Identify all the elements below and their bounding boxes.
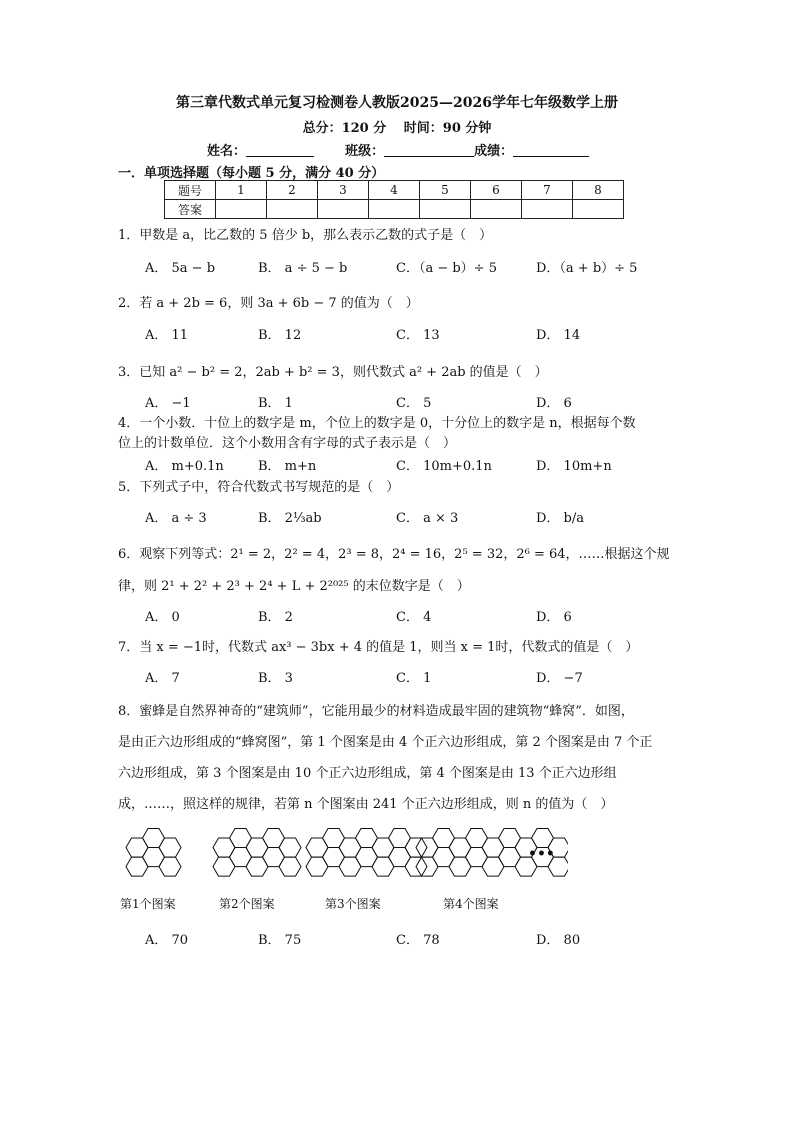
question-4-stem-line2: 位上的计数单位．这个小数用含有字母的式子表示是（ ） xyxy=(118,436,457,451)
name-label: 姓名： xyxy=(207,144,247,159)
q6-option-d: D． 6 xyxy=(536,610,572,625)
table-cell: 7 xyxy=(522,181,573,200)
table-row xyxy=(165,181,624,200)
figure-caption-1: 第1个图案 xyxy=(120,897,176,911)
q8-option-a: A． 70 xyxy=(145,933,189,948)
q5-option-a: A． a ÷ 3 xyxy=(145,511,207,526)
question-7-stem: 7．当 x = −1时，代数式 ax³ − 3bx + 4 的值是 1，则当 x = 1时，代数式的值是（ ） xyxy=(118,640,639,655)
q7-option-c: C． 1 xyxy=(396,671,432,686)
table-cell: 1 xyxy=(216,181,267,200)
q3-option-a: A． −1 xyxy=(145,396,191,411)
q8-option-c: C． 78 xyxy=(396,933,440,948)
answer-cell[interactable] xyxy=(216,200,267,219)
table-row xyxy=(165,200,624,219)
question-8-stem: 8．蜜蜂是自然界神奇的“建筑师”，它能用最少的材料造成最牢固的建筑物“蜂窝”．如图， xyxy=(118,704,634,719)
q4-option-c: C． 10m+0.1n xyxy=(396,459,492,474)
hexagon xyxy=(159,838,181,857)
exam-meta: 总分：120 分 时间：90 分钟 xyxy=(302,121,492,136)
question-3-stem: 3．已知 a² − b² = 2，2ab + b² = 3，则代数式 a² + 2ab 的值是（ ） xyxy=(118,365,548,380)
question-8-stem-line4: 成，……，照这样的规律，若第 n 个图案由 241 个正六边形组成，则 n 的值为（ ） xyxy=(118,797,614,812)
answer-cell[interactable] xyxy=(267,200,318,219)
q5-option-d: D． b/a xyxy=(536,511,585,526)
hexagon xyxy=(279,857,301,876)
table-cell: 5 xyxy=(420,181,471,200)
figure-caption-3: 第3个图案 xyxy=(325,897,381,911)
score-label: 成绩： xyxy=(474,144,514,159)
q4-option-d: D． 10m+n xyxy=(536,459,612,474)
hexagon xyxy=(279,838,301,857)
q2-option-c: C． 13 xyxy=(396,328,440,343)
q6-option-b: B． 2 xyxy=(258,610,293,625)
question-2-stem: 2．若 a + 2b = 6，则 3a + 6b − 7 的值为（ ） xyxy=(118,296,419,311)
q4-option-b: B． m+n xyxy=(258,459,317,474)
class-label: 班级： xyxy=(345,144,385,159)
hexagon xyxy=(159,857,181,876)
answer-cell[interactable] xyxy=(420,200,471,219)
figure-caption-2: 第2个图案 xyxy=(219,897,275,911)
ellipsis-dots: ••• xyxy=(528,846,555,862)
section-heading: 一．单项选择题（每小题 5 分，满分 40 分） xyxy=(118,166,385,181)
q5-option-b: B． 2⅓ab xyxy=(258,511,322,526)
question-8-stem-line3: 六边形组成，第 3 个图案是由 10 个正六边形组成，第 4 个图案是由 13 个正六边形组 xyxy=(118,766,617,781)
q8-option-d: D． 80 xyxy=(536,933,581,948)
table-cell: 4 xyxy=(369,181,420,200)
q1-option-a: A． 5a − b xyxy=(145,261,216,276)
honeycomb-figure xyxy=(118,818,568,890)
question-6-stem: 6．观察下列等式：2¹ = 2，2² = 4，2³ = 8，2⁴ = 16，2⁵ = 32，2⁶ = 64，……根据这个规 xyxy=(118,547,670,562)
q7-option-b: B． 3 xyxy=(258,671,293,686)
q3-option-d: D． 6 xyxy=(536,396,572,411)
student-info-line xyxy=(207,140,589,159)
table-cell: 6 xyxy=(471,181,522,200)
question-4-stem: 4．一个小数．十位上的数字是 m，个位上的数字是 0，十分位上的数字是 n，根据每个数 xyxy=(118,416,636,431)
table-head-answer: 答案 xyxy=(165,200,216,219)
figure-caption-4: 第4个图案 xyxy=(443,897,499,911)
q1-option-d: D．（a + b）÷ 5 xyxy=(536,261,638,276)
q6-option-a: A． 0 xyxy=(145,610,180,625)
answer-table xyxy=(164,180,624,219)
answer-cell[interactable] xyxy=(471,200,522,219)
table-cell: 2 xyxy=(267,181,318,200)
class-blank xyxy=(384,144,474,157)
q2-option-a: A． 11 xyxy=(145,328,189,343)
q5-option-c: C． a × 3 xyxy=(396,511,459,526)
q3-option-c: C． 5 xyxy=(396,396,432,411)
q7-option-d: D． −7 xyxy=(536,671,583,686)
score-blank xyxy=(513,144,589,157)
q1-option-b: B． a ÷ 5 − b xyxy=(258,261,348,276)
answer-cell[interactable] xyxy=(369,200,420,219)
question-1-stem: 1．甲数是 a，比乙数的 5 倍少 b，那么表示乙数的式子是（ ） xyxy=(118,228,493,243)
q8-option-b: B． 75 xyxy=(258,933,302,948)
q2-option-d: D． 14 xyxy=(536,328,581,343)
q2-option-b: B． 12 xyxy=(258,328,302,343)
page-title: 第三章代数式单元复习检测卷人教版2025—2026学年七年级数学上册 xyxy=(176,95,618,111)
q1-option-c: C．（a − b）÷ 5 xyxy=(396,261,497,276)
name-blank xyxy=(246,144,314,157)
table-cell: 3 xyxy=(318,181,369,200)
answer-cell[interactable] xyxy=(573,200,624,219)
q6-option-c: C． 4 xyxy=(396,610,432,625)
q4-option-a: A． m+0.1n xyxy=(145,459,224,474)
answer-cell[interactable] xyxy=(522,200,573,219)
question-6-stem-line2: 律，则 2¹ + 2² + 2³ + 2⁴ + L + 2²⁰²⁵ 的末位数字是（ ） xyxy=(118,579,470,594)
q3-option-b: B． 1 xyxy=(258,396,293,411)
question-5-stem: 5．下列式子中，符合代数式书写规范的是（ ） xyxy=(118,480,400,495)
table-head-number: 题号 xyxy=(165,181,216,200)
table-cell: 8 xyxy=(573,181,624,200)
q7-option-a: A． 7 xyxy=(145,671,180,686)
answer-cell[interactable] xyxy=(318,200,369,219)
question-8-stem-line2: 是由正六边形组成的“蜂窝图”，第 1 个图案是由 4 个正六边形组成，第 2 个图案是由 7 个正 xyxy=(118,735,653,750)
